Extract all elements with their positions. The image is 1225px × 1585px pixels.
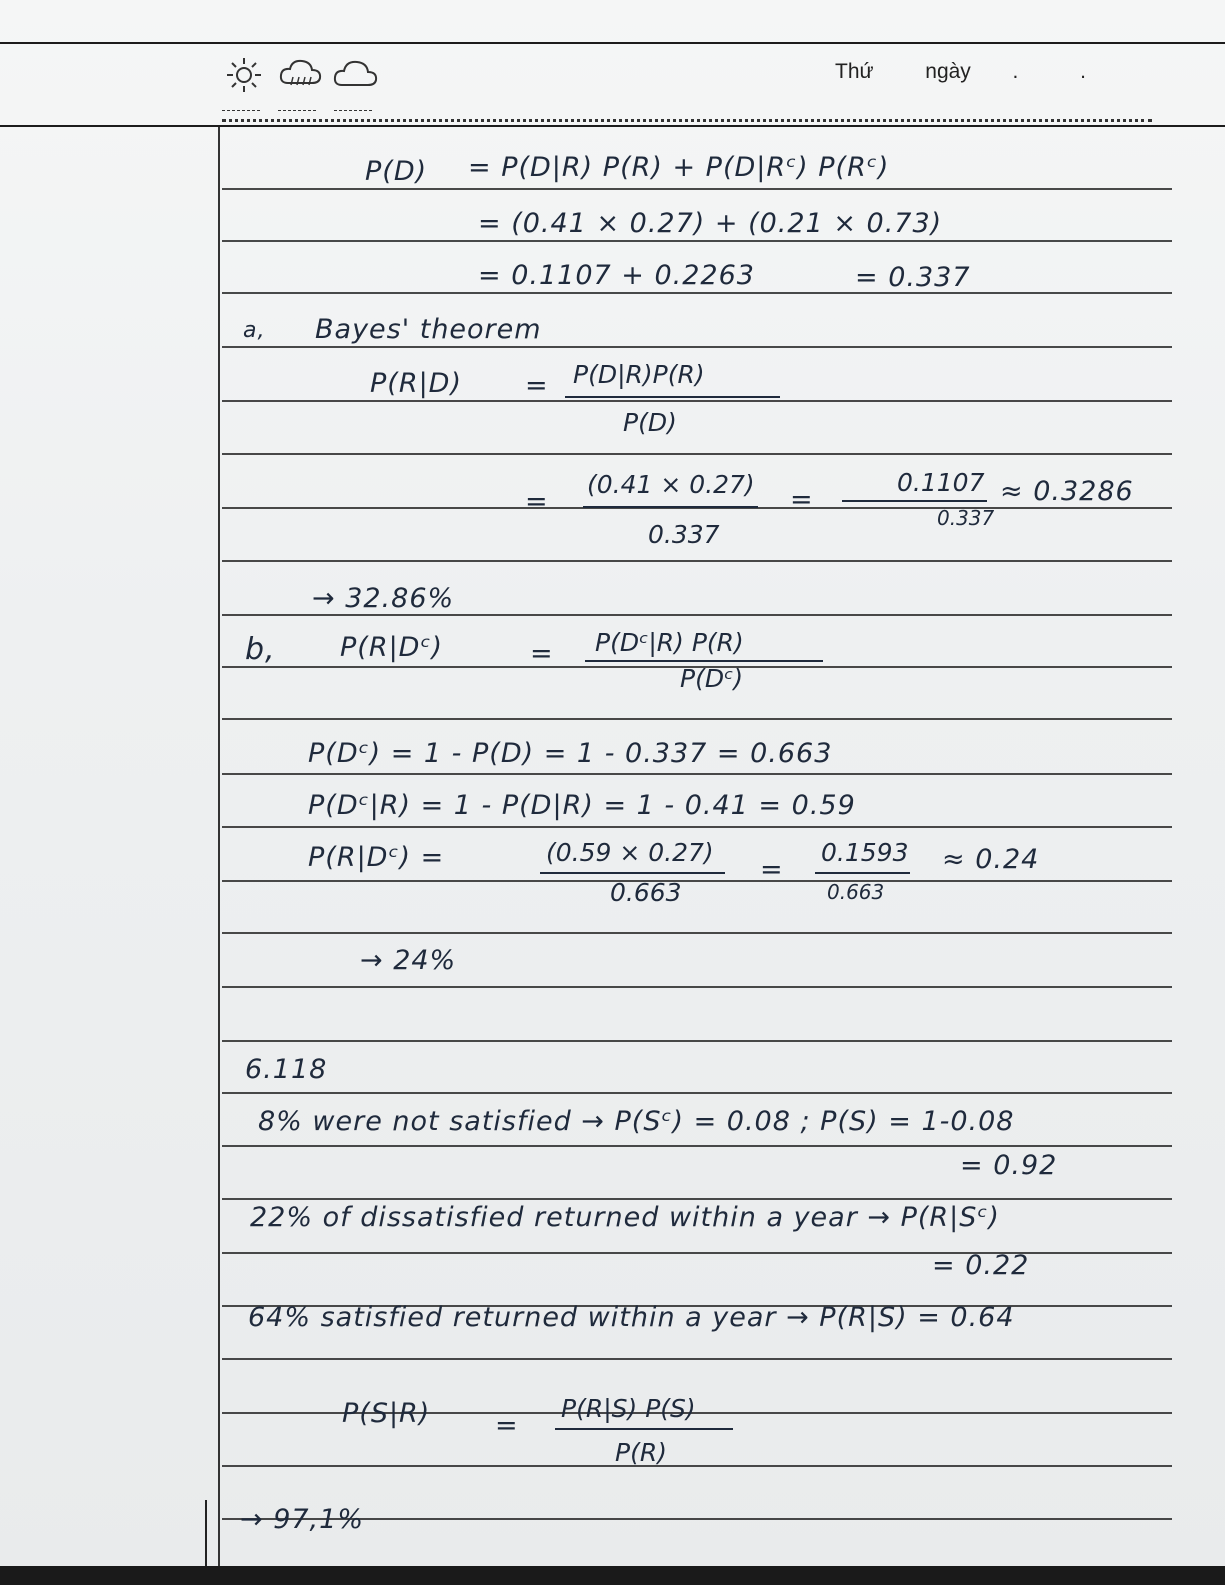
pd-total: = 0.337 [855, 262, 971, 293]
satisfaction-line-cont: = 0.92 [960, 1150, 1058, 1181]
part-b-answer: → 24% [360, 945, 457, 976]
fraction-bar [565, 396, 780, 398]
day-label: Thứ [835, 60, 874, 83]
fraction-bar [842, 500, 987, 502]
bayes-denominator: P(D) [623, 408, 677, 437]
part-b-label: b, [245, 632, 276, 667]
dissatisfied-return-line-cont: = 0.22 [932, 1250, 1030, 1281]
calc-equals: = [525, 486, 549, 517]
date-label: ngày [925, 60, 971, 83]
prdc-denominator-2: 0.663 [827, 880, 885, 904]
b-lhs: P(R|Dᶜ) [340, 632, 443, 663]
prd-equals: = [525, 370, 549, 401]
part-a-title: Bayes' theorem [315, 314, 542, 345]
b-numerator: P(Dᶜ|R) P(R) [595, 628, 744, 657]
psr-denominator: P(R) [615, 1438, 667, 1467]
psr-equals: = [495, 1410, 519, 1441]
b-denominator: P(Dᶜ) [680, 664, 744, 693]
sun-icon [224, 55, 264, 95]
satisfied-return-line: 64% satisfied returned within a year → P(R|S) = 0.64 [248, 1302, 1015, 1333]
fraction-bar [815, 872, 910, 874]
dissatisfied-return-line: 22% of dissatisfied returned within a year → P(R|Sᶜ) [250, 1202, 1000, 1233]
ruled-line [222, 1092, 1172, 1094]
fraction-bar [555, 1428, 733, 1430]
rain-cloud-icon [278, 55, 324, 95]
ruled-line [222, 453, 1172, 455]
final-answer: → 97,1% [240, 1504, 364, 1535]
ruled-line [222, 240, 1172, 242]
prdc-numerator-2: 0.1593 [821, 838, 909, 867]
prdc-equals: = [760, 854, 784, 885]
fraction-bar [585, 660, 823, 662]
calc-equals-2: = [790, 484, 814, 515]
pdc-line: P(Dᶜ) = 1 - P(D) = 1 - 0.337 = 0.663 [308, 738, 833, 769]
ruled-line [222, 718, 1172, 720]
ruled-line [222, 560, 1172, 562]
calc-result: ≈ 0.3286 [1000, 476, 1134, 507]
header-top-rule [0, 42, 1225, 44]
ruled-line [222, 346, 1172, 348]
part-a-answer: → 32.86% [312, 583, 455, 614]
bottom-edge [0, 1566, 1225, 1585]
bayes-numerator: P(D|R)P(R) [573, 360, 705, 389]
ruled-line [222, 1518, 1172, 1520]
ruled-line [222, 1198, 1172, 1200]
calc-denominator-2: 0.337 [937, 506, 995, 530]
fraction-bar [583, 506, 758, 508]
ruled-line [222, 1358, 1172, 1360]
prd-lhs: P(R|D) [370, 368, 462, 399]
calc-numerator: (0.41 × 0.27) [587, 470, 755, 499]
calc-numerator-2: 0.1107 [897, 468, 985, 497]
ruled-line [222, 614, 1172, 616]
ruled-line [222, 1465, 1172, 1467]
weather-icons [222, 55, 382, 115]
ruled-line [222, 773, 1172, 775]
cloud-icon [332, 55, 380, 95]
satisfaction-line: 8% were not satisfied → P(Sᶜ) = 0.08 ; P(S) = 1-0.08 [258, 1106, 1015, 1137]
psr-lhs: P(S|R) [342, 1398, 431, 1429]
ruled-line [222, 986, 1172, 988]
question-number: 6.118 [245, 1054, 328, 1085]
ruled-line [222, 826, 1172, 828]
pd-lhs: P(D) [365, 156, 428, 187]
margin-line [218, 127, 220, 1585]
fraction-bar [540, 872, 725, 874]
prdc-denominator: 0.663 [610, 878, 682, 907]
calc-denominator: 0.337 [648, 520, 720, 549]
ruled-line [222, 1252, 1172, 1254]
pd-rhs: = P(D|R) P(R) + P(D|Rᶜ) P(Rᶜ) [468, 152, 890, 183]
ruled-line [222, 932, 1172, 934]
pd-values: = 0.1107 + 0.2263 [478, 260, 755, 291]
dotted-guide [222, 119, 1152, 122]
header-bottom-rule [0, 125, 1225, 127]
date-dots: . . [1012, 60, 1115, 83]
pd-substitution: = (0.41 × 0.27) + (0.21 × 0.73) [478, 208, 943, 239]
ruled-line [222, 400, 1172, 402]
b-equals: = [530, 638, 554, 669]
pdcr-line: P(Dᶜ|R) = 1 - P(D|R) = 1 - 0.41 = 0.59 [308, 790, 856, 821]
prdc-result: ≈ 0.24 [942, 844, 1040, 875]
ruled-line [222, 188, 1172, 190]
ruled-line [222, 1145, 1172, 1147]
ruled-line [222, 880, 1172, 882]
prdc-lhs: P(R|Dᶜ) = [308, 842, 445, 873]
part-a-label: a, [243, 318, 266, 343]
header-date [835, 60, 1114, 84]
ruled-line [222, 292, 1172, 294]
psr-numerator: P(R|S) P(S) [561, 1394, 696, 1423]
prdc-numerator: (0.59 × 0.27) [546, 838, 714, 867]
ruled-line [222, 1040, 1172, 1042]
